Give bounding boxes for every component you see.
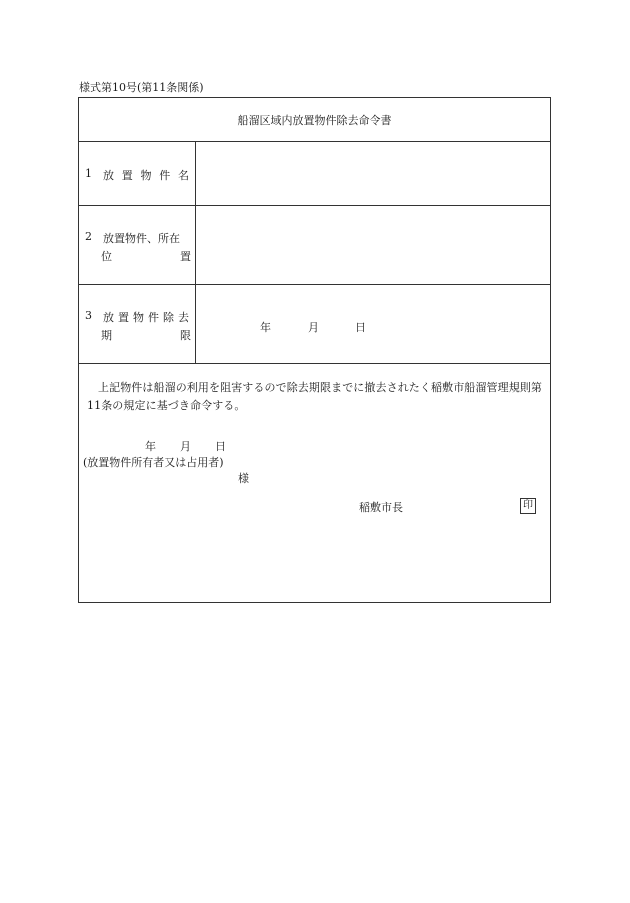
form-number-label: 様式第10号(第11条関係) [79, 81, 204, 94]
seal-stamp: 印 [520, 498, 536, 514]
row-number: 2 [85, 230, 92, 243]
label-char: 去 [178, 311, 189, 324]
label-char: 位 [101, 250, 112, 263]
label-char: 放 [103, 311, 114, 324]
row-label-line1 [103, 309, 189, 325]
row-location-label-cell [79, 206, 196, 284]
honorific: 様 [238, 472, 249, 485]
row-deadline-label-cell [79, 285, 196, 363]
issuer-name: 稲敷市長 [359, 501, 403, 514]
deadline-value[interactable] [196, 285, 550, 363]
label-char: 件 [159, 169, 171, 182]
label-char: 放 [103, 169, 114, 182]
label-char: 限 [180, 329, 191, 342]
label-char: 置 [121, 169, 133, 182]
row-label-line2 [101, 248, 191, 264]
issue-month-unit: 月 [180, 440, 191, 453]
issue-day-unit: 日 [215, 440, 226, 453]
label-char: 置 [118, 311, 129, 324]
issue-year-unit: 年 [145, 440, 156, 453]
label-char: 物 [140, 169, 152, 182]
label-char: 除 [163, 311, 174, 324]
label-char: 物 [133, 311, 144, 324]
row-label-line1: 放置物件、所在 [103, 232, 180, 245]
location-value[interactable] [196, 206, 550, 284]
order-form-frame [78, 97, 551, 603]
label-char: 置 [180, 250, 191, 263]
deadline-day-unit: 日 [355, 321, 366, 334]
deadline-year-unit: 年 [260, 321, 271, 334]
row-label [103, 167, 189, 183]
form-title: 船溜区域内放置物件除去命令書 [79, 98, 550, 142]
deadline-month-unit: 月 [308, 321, 319, 334]
row-item-name [79, 142, 550, 206]
label-char: 件 [148, 311, 159, 324]
recipient-label: (放置物件所有者又は占用者) [83, 456, 224, 469]
row-number: 3 [85, 309, 92, 322]
label-char: 期 [101, 329, 112, 342]
row-number: 1 [85, 167, 92, 180]
order-statement: 上記物件は船溜の利用を阻害するので除去期限までに撤去されたく稲敷市船溜管理規則第11条の規定に基づき命令する。 [87, 381, 542, 412]
row-location [79, 206, 550, 285]
item-name-value[interactable] [196, 142, 550, 205]
row-deadline [79, 285, 550, 364]
label-char: 名 [178, 169, 189, 182]
row-item-name-label-cell [79, 142, 196, 205]
row-label-line2 [101, 327, 191, 343]
